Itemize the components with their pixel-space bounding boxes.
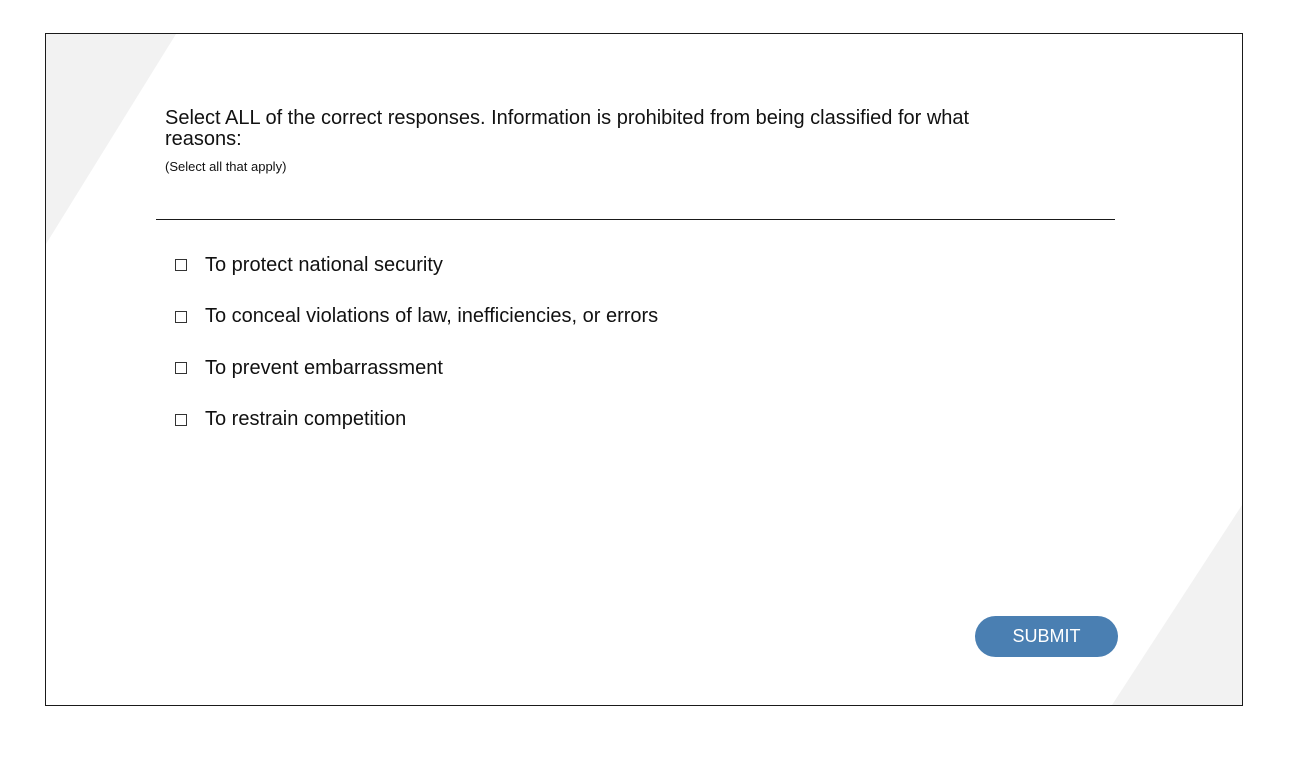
checkbox[interactable] — [175, 259, 187, 271]
question-prompt: Select ALL of the correct responses. Information is prohibited from being classified for what reasons: — [165, 107, 970, 150]
decorative-triangle-top-left — [46, 34, 176, 244]
checkbox[interactable] — [175, 414, 187, 426]
decorative-triangle-bottom-right — [1112, 505, 1242, 705]
option-conceal-violations[interactable] — [175, 305, 658, 329]
checkbox[interactable] — [175, 362, 187, 374]
question-instruction: (Select all that apply) — [165, 159, 287, 174]
option-prevent-embarrassment[interactable] — [175, 356, 658, 380]
option-label: To prevent embarrassment — [205, 356, 443, 379]
option-protect-national-security[interactable] — [175, 253, 658, 277]
option-label: To restrain competition — [205, 408, 407, 430]
quiz-slide — [45, 33, 1243, 706]
checkbox[interactable] — [175, 311, 187, 323]
option-label: To conceal violations of law, inefficiencies, or errors — [205, 305, 659, 327]
option-label: To protect national security — [205, 253, 443, 276]
options-list — [175, 253, 658, 459]
option-restrain-competition[interactable] — [175, 408, 658, 432]
divider-line — [156, 219, 1115, 220]
submit-button[interactable]: SUBMIT — [975, 616, 1118, 657]
